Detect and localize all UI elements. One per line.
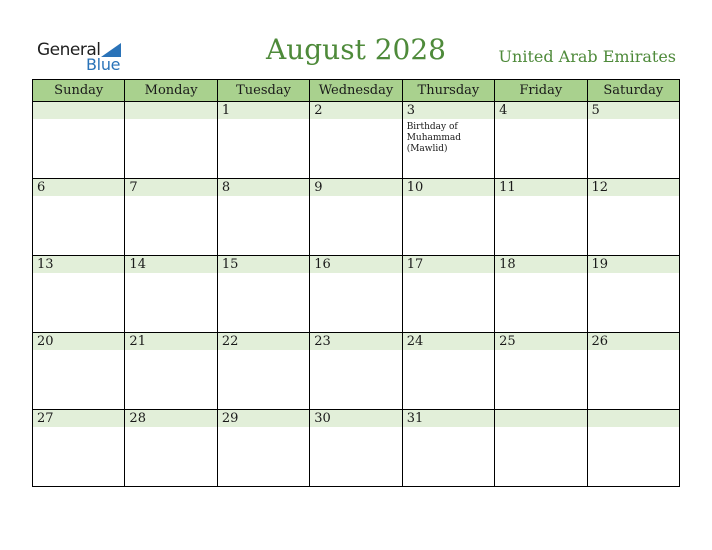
day-cell — [310, 333, 402, 410]
day-cell — [310, 256, 402, 333]
day-cell — [587, 410, 679, 487]
day-cell — [587, 256, 679, 333]
weekday-header: Wednesday — [310, 80, 402, 102]
day-cell — [33, 410, 125, 487]
day-cell — [33, 333, 125, 410]
week-row — [33, 410, 680, 487]
day-number: 2 — [314, 103, 323, 118]
day-number: 25 — [499, 334, 516, 349]
day-number: 7 — [129, 180, 138, 195]
day-cell — [495, 333, 587, 410]
weekday-header-row — [33, 80, 680, 102]
day-cell — [402, 333, 494, 410]
day-cell — [310, 102, 402, 179]
weekday-header: Saturday — [587, 80, 679, 102]
day-cell — [125, 102, 217, 179]
day-number: 9 — [314, 180, 323, 195]
day-number: 4 — [499, 103, 508, 118]
week-row — [33, 333, 680, 410]
day-cell — [587, 102, 679, 179]
day-cell — [587, 179, 679, 256]
holiday-label: Birthday of Muhammad (Mawlid) — [406, 122, 462, 154]
day-number: 10 — [406, 180, 424, 195]
day-number: 11 — [499, 180, 516, 195]
day-cell — [125, 256, 217, 333]
day-number: 17 — [406, 257, 424, 272]
day-number: 22 — [221, 334, 239, 349]
day-cell — [310, 410, 402, 487]
day-number: 1 — [221, 103, 231, 118]
day-number: 6 — [37, 180, 46, 195]
week-row — [33, 256, 680, 333]
day-cell — [587, 333, 679, 410]
week-row — [33, 179, 680, 256]
day-number: 31 — [406, 411, 424, 426]
day-cell — [402, 179, 494, 256]
weekday-header: Tuesday — [217, 80, 309, 102]
day-number: 28 — [129, 411, 146, 426]
day-number: 15 — [221, 257, 239, 272]
day-cell — [33, 102, 125, 179]
day-cell — [217, 333, 309, 410]
day-number: 21 — [129, 334, 146, 349]
day-number: 19 — [591, 257, 609, 272]
day-cell — [125, 333, 217, 410]
day-cell — [217, 102, 309, 179]
day-cell — [495, 256, 587, 333]
day-cell — [495, 410, 587, 487]
logo-blue-text: Blue — [86, 55, 121, 74]
day-number: 13 — [37, 257, 54, 272]
day-cell — [33, 256, 125, 333]
calendar-title: August 2028 — [266, 33, 446, 66]
day-number: 30 — [314, 411, 331, 426]
day-number: 20 — [37, 334, 54, 349]
day-cell — [402, 256, 494, 333]
day-cell — [125, 179, 217, 256]
day-number: 18 — [499, 257, 516, 272]
day-number: 3 — [406, 103, 415, 118]
day-cell — [125, 410, 217, 487]
day-cell — [33, 179, 125, 256]
day-number: 5 — [591, 103, 600, 118]
day-cell — [495, 102, 587, 179]
day-number: 14 — [129, 257, 146, 272]
day-cell — [217, 410, 309, 487]
day-cell — [217, 256, 309, 333]
day-cell — [402, 410, 494, 487]
day-number: 8 — [221, 180, 231, 195]
day-number: 29 — [221, 411, 239, 426]
country-name: United Arab Emirates — [498, 47, 676, 66]
day-number: 12 — [591, 180, 609, 195]
day-number: 27 — [37, 411, 54, 426]
day-cell — [217, 179, 309, 256]
day-number: 24 — [406, 334, 424, 349]
weekday-header: Sunday — [33, 80, 125, 102]
day-cell — [402, 102, 494, 179]
calendar-grid — [32, 79, 680, 487]
day-number: 23 — [314, 334, 331, 349]
logo-general-text: General — [37, 40, 101, 60]
day-cell — [495, 179, 587, 256]
day-cell — [310, 179, 402, 256]
day-number: 26 — [591, 334, 609, 349]
weekday-header: Monday — [125, 80, 217, 102]
weekday-header: Thursday — [402, 80, 494, 102]
week-row — [33, 102, 680, 179]
day-number: 16 — [314, 257, 331, 272]
weekday-header: Friday — [495, 80, 587, 102]
